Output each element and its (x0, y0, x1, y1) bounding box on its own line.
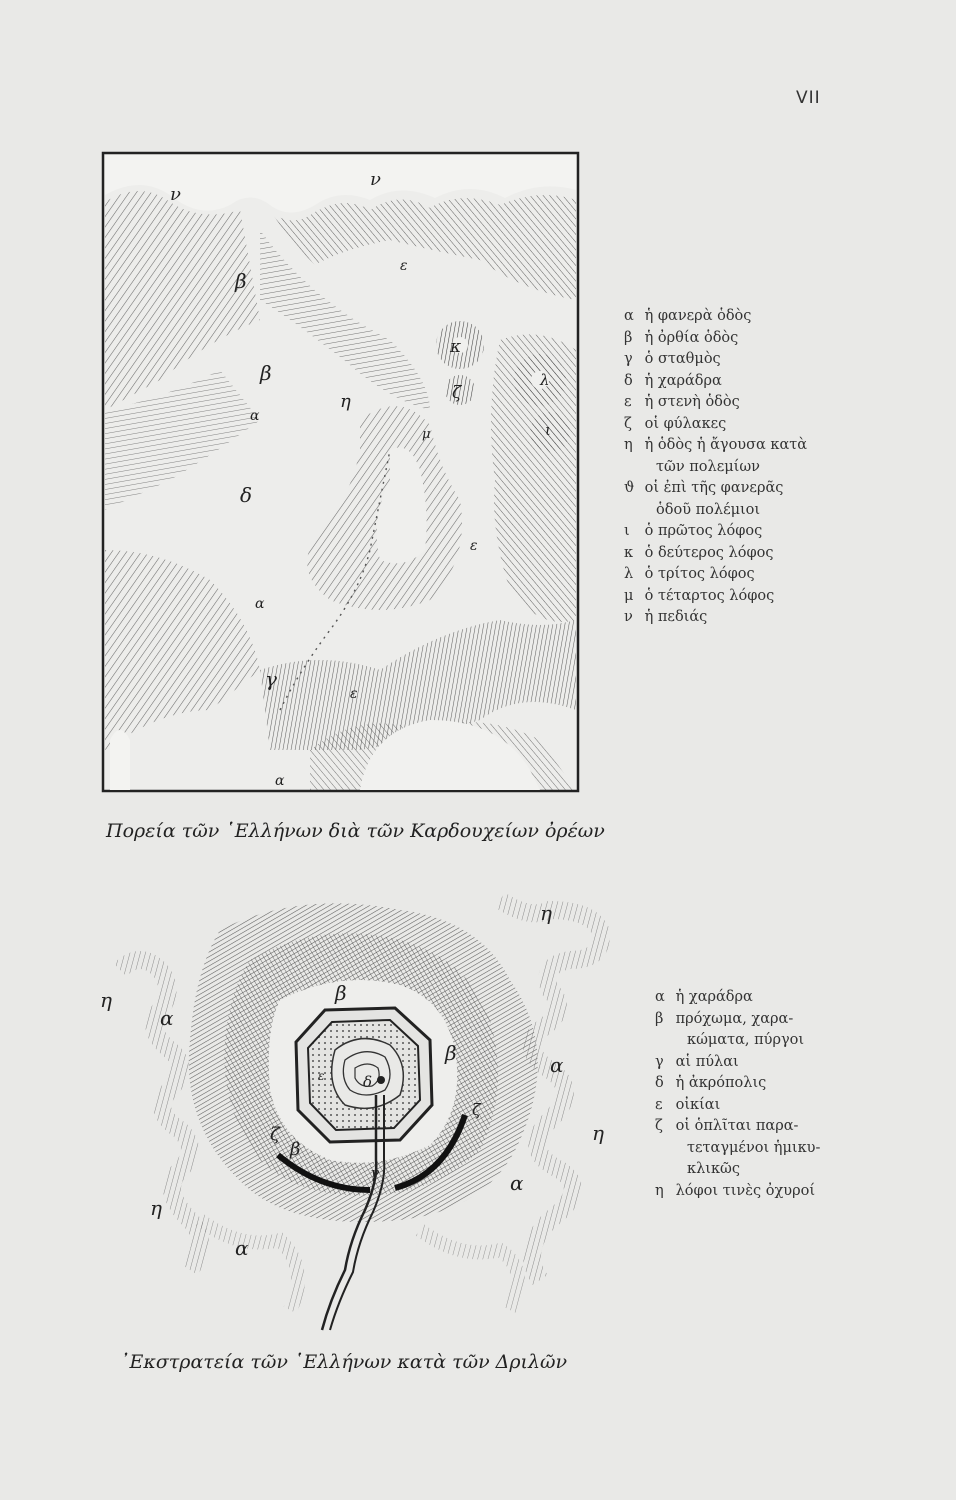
legend1-item: κ ὁ δεύτερος λόφος (624, 544, 774, 561)
legend1-item: λ ὁ τρίτος λόφος (624, 566, 755, 582)
legend2-item: γ αἱ πύλαι (655, 1053, 739, 1070)
legend1-item: η ἡ ὁδὸς ἡ ἄγουσα κατὰ (624, 437, 808, 453)
legend2-item-cont: κλικῶς (687, 1161, 740, 1177)
label-epsilon: ε (318, 1069, 325, 1083)
label-epsilon-3: ε (350, 686, 358, 702)
legend2-item: β πρόχωμα, χαρα- (655, 1010, 794, 1027)
label-lambda: λ (540, 371, 550, 389)
label-nu-2: ν (370, 169, 381, 190)
legend1-item: α ἡ φανερὰ ὁδὸς (624, 308, 752, 324)
legend1-item: δ ἡ χαράδρα (624, 372, 722, 389)
label-gamma: γ (370, 1164, 379, 1182)
legend2-item: α ἡ χαράδρα (655, 989, 753, 1005)
label-beta-1: β (335, 981, 347, 1005)
legend1-item: β ἡ ὀρθία ὁδὸς (624, 329, 739, 346)
label-alpha-3: α (275, 773, 285, 789)
label-epsilon-1: ε (400, 258, 408, 274)
label-eta-3: η (592, 1121, 604, 1145)
map-kardouchian-mountains (100, 150, 582, 796)
legend2-item: ζ οἱ ὁπλῖται παρα- (655, 1118, 799, 1134)
map1-legend (624, 306, 944, 629)
label-kappa: κ (450, 337, 462, 357)
label-iota: ι (545, 421, 551, 439)
label-eta-1: η (540, 901, 552, 925)
page-number: VII (796, 88, 821, 108)
label-beta-2: β (445, 1041, 457, 1065)
label-alpha-2: α (550, 1053, 564, 1077)
label-alpha-4: α (235, 1236, 249, 1260)
label-zeta: ζ (452, 383, 462, 403)
legend1-item: ζ οἱ φύλακες (624, 415, 727, 432)
map-drilae-campaign (100, 890, 660, 1340)
label-alpha-3: α (510, 1171, 524, 1195)
map2-caption: ᾿Εκστρατεία τῶν ῾Ελλήνων κατὰ τῶν Δριλῶν (120, 1351, 568, 1373)
label-nu-1: ν (170, 184, 181, 205)
label-beta-2: β (260, 361, 272, 385)
label-mu: μ (422, 427, 431, 442)
legend1-item: ϑ οἱ ἐπὶ τῆς φανερᾶς (624, 480, 784, 496)
legend2-item: ε οἰκίαι (655, 1096, 721, 1113)
label-delta: δ (363, 1073, 373, 1091)
map1-caption: Πορεία τῶν ῾Ελλήνων διὰ τῶν Καρδουχείων ὀρέων (106, 820, 605, 842)
legend1-item: ι ὁ πρῶτος λόφος (624, 523, 763, 539)
label-gamma: γ (265, 667, 277, 691)
label-beta-3: β (290, 1139, 301, 1160)
label-beta-1: β (235, 269, 247, 293)
label-zeta-2: ζ (472, 1100, 481, 1119)
legend2-item-cont: τεταγμένοι ἡμικυ- (687, 1139, 821, 1156)
legend1-item: ν ἡ πεδιάς (624, 609, 708, 625)
legend1-item-cont: τῶν πολεμίων (656, 458, 760, 475)
legend2-item: δ ἡ ἀκρόπολις (655, 1075, 767, 1091)
label-alpha-1: α (250, 408, 260, 424)
label-alpha-2: α (255, 596, 265, 612)
label-eta-4: η (150, 1196, 162, 1220)
label-epsilon-2: ε (470, 538, 478, 554)
legend2-item: η λόφοι τινὲς ὀχυροί (655, 1182, 816, 1199)
label-delta: δ (240, 483, 253, 507)
legend1-item: γ ὁ σταθμὸς (624, 351, 721, 367)
legend2-item-cont: κώματα, πύργοι (687, 1032, 805, 1048)
legend1-item: ε ἡ στενὴ ὁδὸς (624, 394, 740, 410)
label-alpha-1: α (160, 1006, 174, 1030)
label-eta: η (340, 391, 351, 412)
map2-legend (655, 987, 945, 1202)
label-eta-2: η (100, 988, 112, 1012)
label-zeta-1: ζ (270, 1124, 280, 1145)
legend1-item: μ ὁ τέταρτος λόφος (624, 587, 775, 604)
legend1-item-cont: ὁδοῦ πολέμιοι (656, 501, 761, 518)
